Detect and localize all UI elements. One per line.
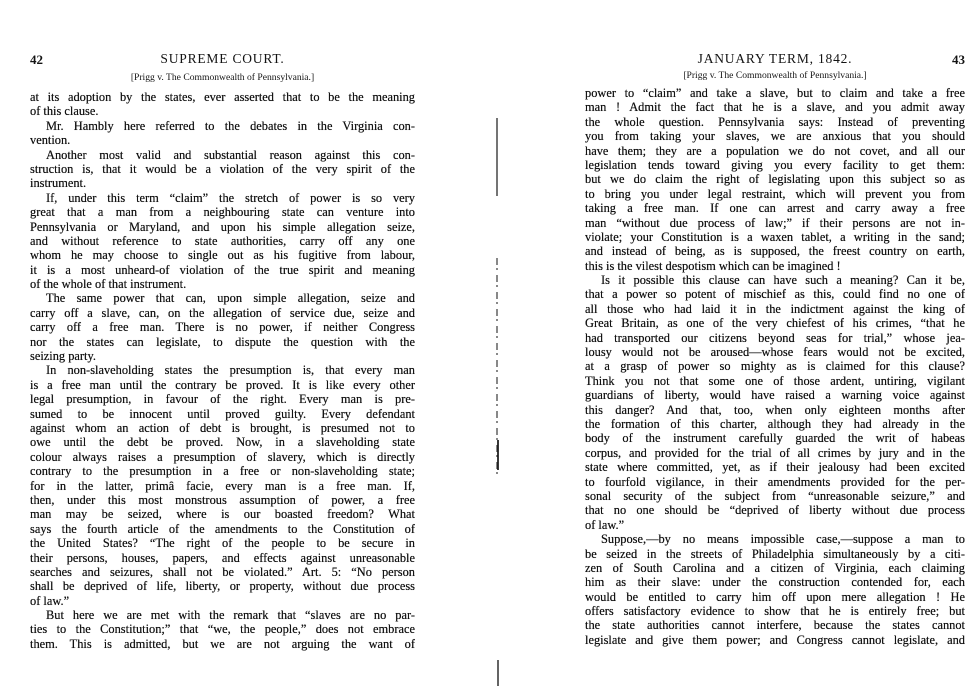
text-line: but we do claim the right of legislating upon this subject so as bbox=[585, 172, 965, 187]
text-line: power to “claim” and take a slave, but to claim and take a free bbox=[585, 86, 965, 100]
paragraph bbox=[585, 532, 965, 647]
page-number: 43 bbox=[952, 52, 965, 67]
text-line: violate; your Constitution is a waxen tablet, a writing in the sand; bbox=[585, 229, 965, 244]
text-line: offers satisfactory evidence to show that he is entirely free; but bbox=[585, 604, 965, 619]
text-line: for in the latter, primâ facie, every man is a free man. If, bbox=[30, 478, 415, 493]
text-line: at a grasp of power so mighty as is claimed for this clause? bbox=[585, 359, 965, 374]
text-line: of law.” bbox=[30, 593, 70, 608]
text-line: him as their slave: under the construction contended for, each bbox=[585, 575, 965, 590]
text-line: of the whole of that instrument. bbox=[30, 277, 187, 292]
text-line: that a power so potent of mischief as this, could find no one of bbox=[585, 287, 965, 302]
text-line: sonal security of the subject from “unreasonable seizure,” and bbox=[585, 488, 965, 503]
text-line: and without reference to state authorities, carry off any one bbox=[30, 233, 415, 248]
text-line: struction is, that it would be a violation of the very spirit of the bbox=[30, 161, 415, 176]
text-line: says the fourth article of the amendments to the Constitution of bbox=[30, 521, 415, 536]
text-line: you from taking your slaves, we are anxious that you should bbox=[585, 129, 965, 144]
text-line: If, under this term “claim” the stretch of power is so very bbox=[46, 190, 415, 205]
text-line: that no one should be “deprived of liberty without due process bbox=[585, 503, 965, 518]
text-line: this danger? And that, too, when only eighteen months after bbox=[585, 402, 965, 417]
text-line: at its adoption by the states, ever asserted that to be the meaning bbox=[30, 90, 415, 104]
text-line: Great Britain, as one of the very chiefest of his crimes, “that he bbox=[585, 316, 965, 331]
text-line: the formation of this charter, although they had already in the bbox=[585, 416, 965, 431]
paragraph bbox=[30, 148, 415, 191]
text-line: then, under this most monstrous assumption of power, a free bbox=[30, 492, 415, 507]
text-line: have them; they are a population we do not covet, and all our bbox=[585, 143, 965, 158]
text-line: of this clause. bbox=[30, 104, 99, 119]
text-line: In non-slaveholding states the presumption is, that every man bbox=[46, 363, 415, 378]
text-line: Is it possible this clause can have such a meaning? Can it be, bbox=[601, 273, 965, 288]
paragraph bbox=[30, 191, 415, 292]
text-line: nor the states can legislate, to dispute the question with the bbox=[30, 334, 415, 349]
text-line: to bring you under legal restraint, which will prevent you from bbox=[585, 186, 965, 201]
text-line: colour always raises a presumption of slavery, which is directly bbox=[30, 449, 415, 464]
text-line: man “without due process of law;” if their persons are not in- bbox=[585, 215, 965, 230]
text-line: owe until the debt be proved. Now, in a slaveholding state bbox=[30, 435, 415, 450]
page-number: 42 bbox=[30, 52, 43, 67]
text-line: whom he may choose to single out as his fugitive from labour, bbox=[30, 248, 415, 263]
paragraph bbox=[30, 608, 415, 651]
text-line: taking a free man. If one can arrest and carry away a free bbox=[585, 201, 965, 216]
running-head: SUPREME COURT. bbox=[160, 51, 285, 66]
text-line: vention. bbox=[30, 133, 71, 148]
right-page bbox=[490, 0, 980, 686]
paragraph bbox=[30, 363, 415, 608]
text-line: guardians of liberty, would have raised a warning voice against bbox=[585, 388, 965, 403]
text-column bbox=[30, 90, 415, 651]
case-caption: [Prigg v. The Commonwealth of Pennsylvania.] bbox=[683, 70, 867, 81]
text-line: legal presumption, in favour of the right. Every man is pre- bbox=[30, 392, 415, 407]
text-line: contrary to the presumption in a free or non-slaveholding state; bbox=[30, 464, 415, 479]
paragraph bbox=[30, 90, 415, 119]
text-line: corpus, and provided for the trial of all crimes by jury and in the bbox=[585, 445, 965, 460]
text-line: the state authorities cannot interfere, because the states cannot bbox=[585, 618, 965, 633]
text-line: The same power that can, upon simple allegation, seize and bbox=[46, 291, 415, 306]
text-line: man may be seized, where is our boasted freedom? What bbox=[30, 507, 415, 522]
text-line: carry off a slave, can, on the allegation of service due, seize and bbox=[30, 305, 415, 320]
text-line: body of the instrument carefully guarded the writ of habeas bbox=[585, 431, 965, 446]
text-line: seizing party. bbox=[30, 349, 96, 364]
text-line: them. This is admitted, but we are not arguing the want of bbox=[30, 636, 415, 651]
text-line: Another most valid and substantial reason against this con- bbox=[46, 147, 415, 162]
text-line: ties to the Constitution;” that “we, the people,” does not embrace bbox=[30, 622, 415, 637]
text-line: and instead of being, as is supposed, the freest country on earth, bbox=[585, 244, 965, 259]
paragraph bbox=[585, 273, 965, 532]
text-line: But here we are met with the remark that “slaves are no par- bbox=[46, 608, 415, 623]
text-line: instrument. bbox=[30, 176, 87, 191]
text-line: had transported our citizens beyond seas for trial,” whose jea- bbox=[585, 330, 965, 345]
text-line: would be entitled to carry him off upon mere allegation ! He bbox=[585, 589, 965, 604]
text-line: Mr. Hambly here referred to the debates in the Virginia con- bbox=[46, 118, 415, 133]
text-line: sumed to be innocent until proved guilty. Every defendant bbox=[30, 406, 415, 421]
text-line: it is a most unheard-of violation of the true spirit and meaning bbox=[30, 262, 415, 277]
text-line: man ! Admit the fact that he is a slave, and you admit away bbox=[585, 100, 965, 115]
paragraph bbox=[30, 291, 415, 363]
text-line: all those who had laid it in the indictment against the king of bbox=[585, 301, 965, 316]
text-line: legislation tends toward giving you every facility to get them: bbox=[585, 157, 965, 172]
text-line: against whom an action of debt is brought, is presumed not to bbox=[30, 420, 415, 435]
text-line: this is the vilest despotism which can be imagined ! bbox=[585, 258, 841, 273]
text-line: is a free man until the contrary be proved. It is like every other bbox=[30, 377, 415, 392]
text-line: their persons, houses, papers, and effects against unreasonable bbox=[30, 550, 415, 565]
text-line: searches and seizures, shall not be violated.” Art. 5: “No person bbox=[30, 564, 415, 579]
text-line: zen of South Carolina and a citizen of Virginia, each claiming bbox=[585, 560, 965, 575]
text-line: Think you not that some one of those ardent, untiring, vigilant bbox=[585, 373, 965, 388]
text-line: Pennsylvania or Maryland, and upon his simple allegation seize, bbox=[30, 219, 415, 234]
text-line: shall be deprived of life, liberty, or property, without due process bbox=[30, 579, 415, 594]
text-line: of law.” bbox=[585, 517, 625, 532]
text-line: to fourfold vigilance, in their amendments provided for the per- bbox=[585, 474, 965, 489]
text-column bbox=[585, 86, 965, 647]
text-line: state where committed, yet, as if their jealousy had been excited bbox=[585, 460, 965, 475]
text-line: lousy would not be aroused—whose fears would not be excited, bbox=[585, 345, 965, 360]
text-line: be seized in the streets of Philadelphia simultaneously by a citi- bbox=[585, 546, 965, 561]
text-line: the United States? “The right of the people to be secure in bbox=[30, 536, 415, 551]
text-line: carry off a free man. There is no power, if neither Congress bbox=[30, 320, 415, 335]
text-line: the whole question. Pennsylvania says: Instead of preventing bbox=[585, 114, 965, 129]
case-caption: [Prigg v. The Commonwealth of Pennsylvania.] bbox=[130, 72, 315, 83]
paragraph bbox=[30, 119, 415, 148]
running-head: JANUARY TERM, 1842. bbox=[697, 51, 853, 66]
text-line: Suppose,—by no means impossible case,—suppose a man to bbox=[601, 532, 965, 547]
text-line: great that a man from a neighbouring state can venture into bbox=[30, 205, 415, 220]
text-line: legislate and give them power; and Congress cannot legislate, and bbox=[585, 632, 965, 647]
paragraph bbox=[585, 86, 965, 273]
